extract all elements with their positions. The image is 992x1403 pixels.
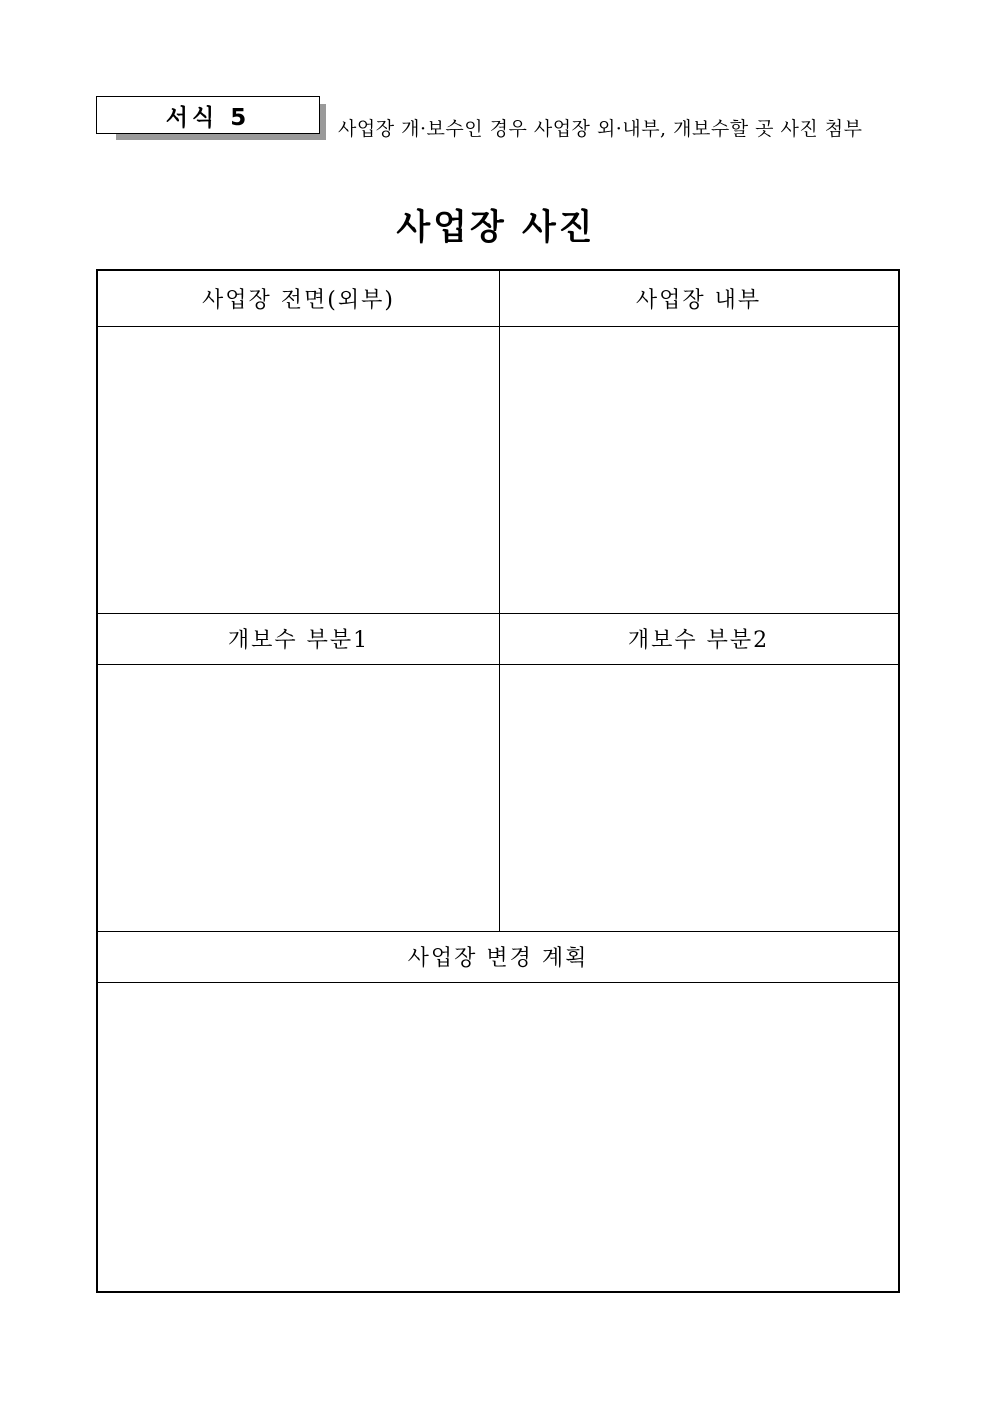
front-exterior-photo-area[interactable] (98, 326, 499, 613)
row-divider (98, 664, 898, 665)
repair-part1-header: 개보수 부분1 (227, 628, 370, 653)
interior-header: 사업장 내부 (635, 288, 762, 313)
change-plan-area[interactable] (98, 982, 898, 1291)
row-divider (98, 931, 898, 932)
page-title: 사업장 사진 (396, 208, 596, 248)
row-divider (98, 326, 898, 327)
photo-table (96, 269, 900, 1293)
row-divider (98, 613, 898, 614)
column-divider (499, 271, 500, 931)
row-divider (98, 982, 898, 983)
change-plan-header: 사업장 변경 계획 (407, 946, 589, 971)
repair-part1-photo-area[interactable] (98, 664, 499, 931)
form-number-label: 서식 5 (96, 96, 320, 134)
form-description: 사업장 개·보수인 경우 사업장 외·내부, 개보수할 곳 사진 첨부 (338, 118, 863, 140)
front-exterior-header: 사업장 전면(외부) (202, 288, 395, 313)
repair-part2-photo-area[interactable] (499, 664, 898, 931)
form-number-badge (96, 96, 326, 140)
repair-part2-header: 개보수 부분2 (627, 628, 770, 653)
interior-photo-area[interactable] (499, 326, 898, 613)
